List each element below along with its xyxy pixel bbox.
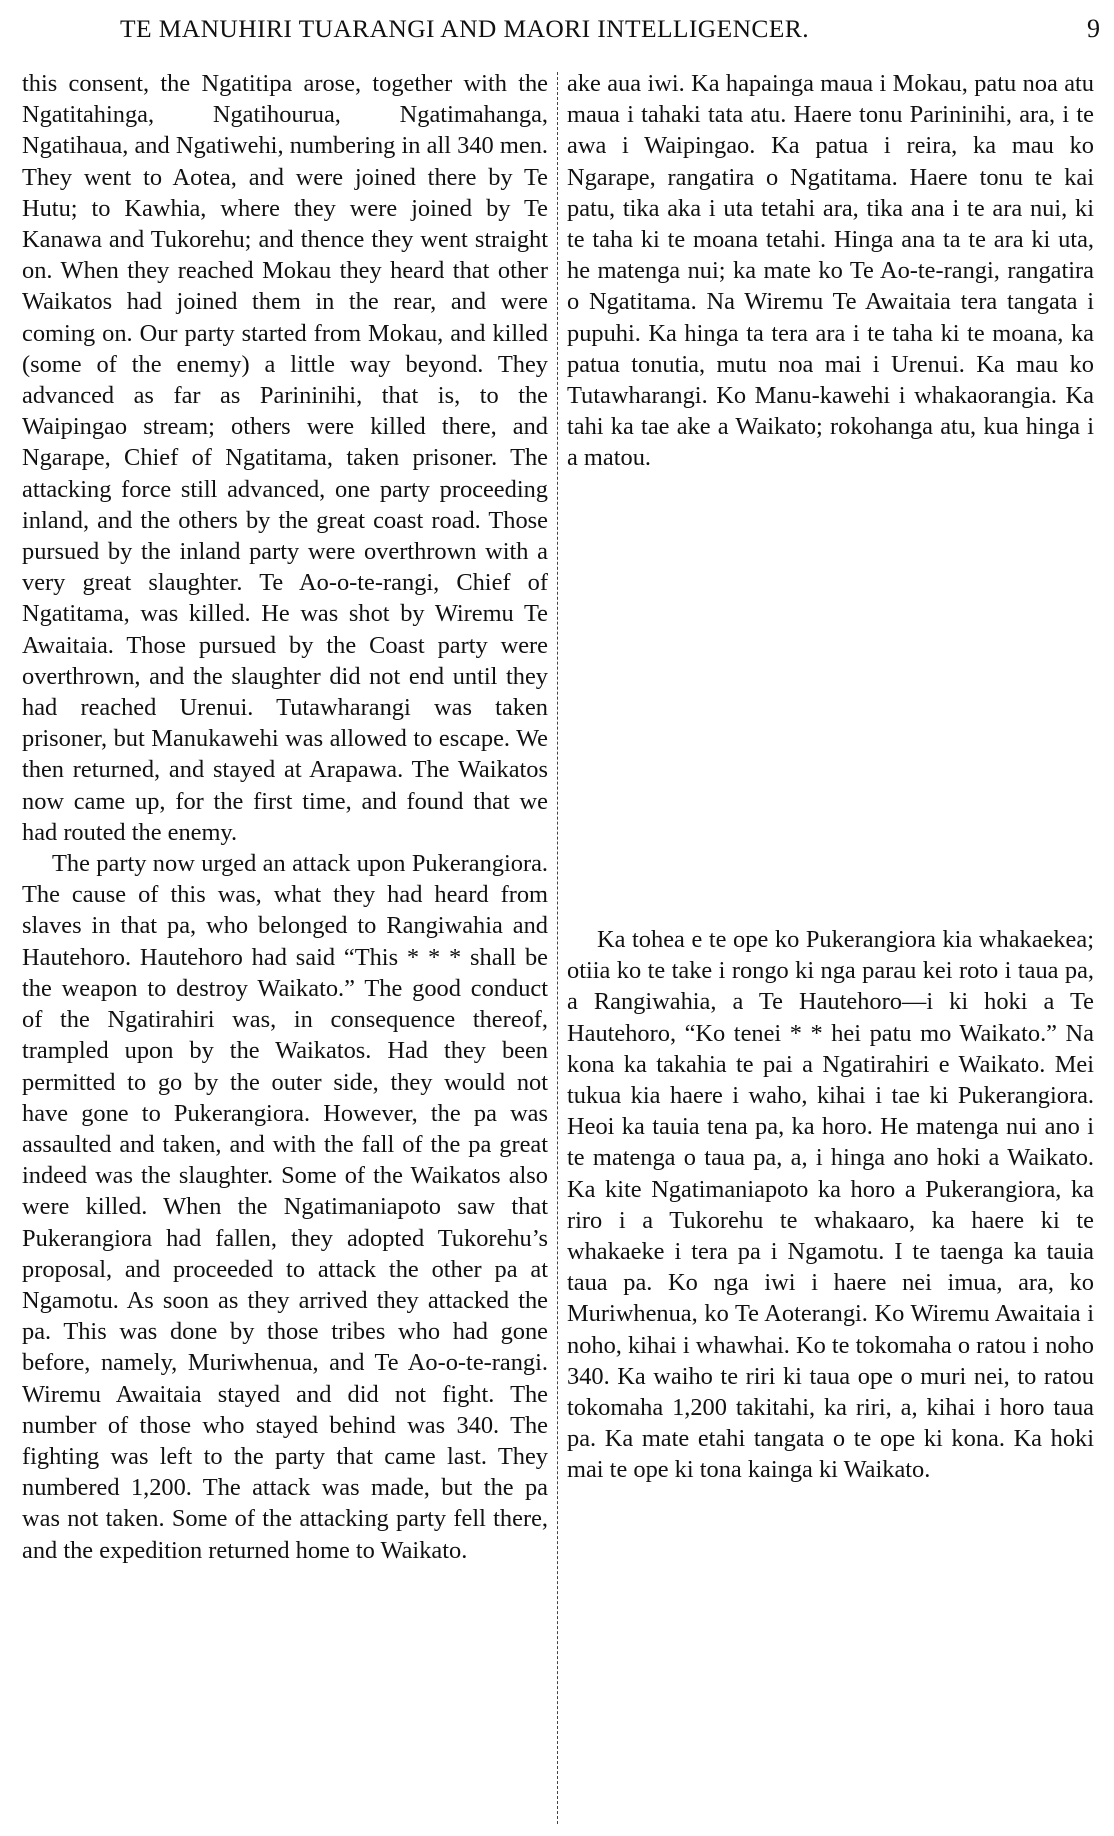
running-title: TE MANUHIRI TUARANGI AND MAORI INTELLIGENCER. [120,14,809,43]
page-number: 9 [1087,14,1100,43]
page-header [0,14,1114,48]
maori-column [567,68,1094,474]
maori-column-lower [567,924,1094,1486]
english-column [22,68,548,1566]
column-divider [557,72,558,1824]
english-paragraph-1: this consent, the Ngatitipa arose, together with the Ngatitahinga, Ngatihourua, Ngatimahanga, Ngatihaua, and Ngatiwehi, numbering in all 340 men. They went to Aotea, and were joined there by Te Hutu; to Kawhia, where they were joined by Te Kanawa and Tukorehu; and thence they went straight on. When they reached Mokau they heard that other Waikatos had joined them in the rear, and were coming on. Our party started from Mokau, and killed (some of the enemy) a little way beyond. They advanced as far as Parininihi, that is, to the Waipingao stream; others were killed there, and Ngarape, Chief of Ngatitama, taken prisoner. The attacking force still advanced, one party proceeding inland, and the others by the great coast road. Those pursued by the inland party were overthrown with a very great slaughter. Te Ao-o-te-rangi, Chief of Ngatitama, was killed. He was shot by Wiremu Te Awaitaia. Those pursued by the Coast party were overthrown, and the slaughter did not end until they had reached Urenui. Tutawharangi was taken prisoner, but Manukawehi was allowed to escape. We then returned, and stayed at Arapawa. The Waikatos now came up, for the first time, and found that we had routed the enemy. [22,70,548,846]
maori-paragraph-1: ake aua iwi. Ka hapainga maua i Mokau, patu noa atu maua i tahaki tata atu. Haere tonu Parininihi, ara, i te awa i Waipingao. Ka patua i reira, ka mau ko Ngarape, rangatira o Ngatitama. Haere tonu te kai patu, tika aka i uta tetahi ara, tika ana i te ara nui, ki te taha ki te moana tetahi. Hinga ana ta te ara ki uta, he matenga nui; ka mate ko Te Ao-te-rangi, rangatira o Ngatitama. Na Wiremu Te Awaitaia tera tangata i pupuhi. Ka hinga ta tera ara i te taha ki te moana, ka patua tonutia, mutu noa mai i Urenui. Ka mau ko Tutawharangi. Ko Manu-kawehi i whakaorangia. Ka tahi ka tae ake a Waikato; rokohanga atu, kua hinga i a matou. [567,70,1094,472]
english-paragraph-2: The party now urged an attack upon Pukerangiora. The cause of this was, what they had heard from slaves in that pa, who belonged to Rangiwahia and Hautehoro. Hautehoro had said “This * * * shall be the weapon to destroy Waikato.” The good conduct of the Ngatirahiri was, in consequence thereof, trampled upon by the Waikatos. Had they been permitted to go by the outer side, they would not have gone to Pukerangiora. However, the pa was assaulted and taken, and with the fall of the pa great indeed was the slaughter. Some of the Waikatos also were killed. When the Ngatimaniapoto saw that Pukerangiora had fallen, they adopted Tukorehu’s proposal, and proceeded to attack the other pa at Ngamotu. As soon as they arrived they attacked the pa. This was done by those tribes who had gone before, namely, Muriwhenua, and Te Ao-o-te-rangi. Wiremu Awaitaia stayed and did not fight. The number of those who stayed behind was 340. The fighting was left to the party that came last. They numbered 1,200. The attack was made, but the pa was not taken. Some of the attacking party fell there, and the expedition returned home to Waikato. [22,850,548,1564]
maori-paragraph-2: Ka tohea e te ope ko Pukerangiora kia whakaekea; otiia ko te take i rongo ki nga parau kei roto i taua pa, a Rangiwahia, a Te Hautehoro—i ki hoki a Te Hautehoro, “Ko tenei * * hei patu mo Waikato.” Na kona ka takahia te pai a Ngatirahiri e Waikato. Mei tukua kia haere i waho, kihai i tae ki Pukerangiora. Heoi ka tauia tena pa, ka horo. He matenga nui ano i te matenga o taua pa, a, i hinga ano hoki a Waikato. Ka kite Ngatimaniapoto ka horo a Pukerangiora, ka riro i a Tukorehu te whakaaro, ka haere ki te whakaeke i tera pa i Ngamotu. I te taenga ka tauia taua pa. Ko nga iwi i haere nei imua, ara, ko Muriwhenua, ko Te Aoterangi. Ko Wiremu Awaitaia i noho, kihai i whawhai. Ko te tokomaha o ratou i noho 340. Ka waiho te riri ki taua ope o muri nei, to ratou tokomaha 1,200 takitahi, ka riri, a, kihai i horo taua pa. Ka mate etahi tangata o te ope ki kona. Ka hoki mai te ope ki tona kainga ki Waikato. [567,926,1095,1484]
